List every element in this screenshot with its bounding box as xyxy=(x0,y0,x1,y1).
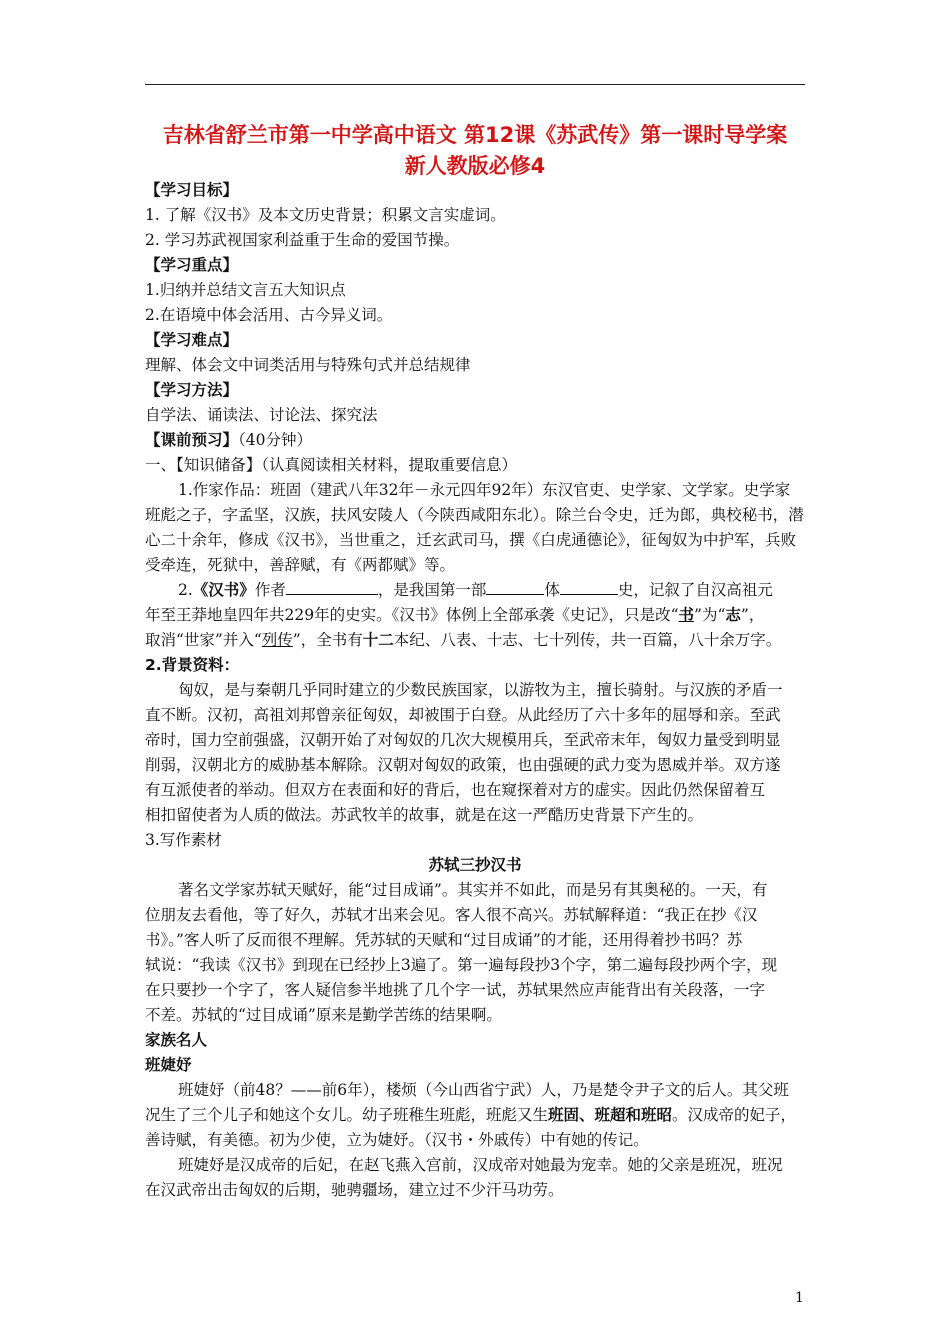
author-line-3: 心二十余年，修成《汉书》，当世重之，迁玄武司马，撰《白虎通德论》，征匈奴为中护军，兵败 xyxy=(145,531,797,549)
family-heading: 家族名人 xyxy=(145,1031,208,1049)
person-line-2-end: 。汉成帝的妃子， xyxy=(672,1106,797,1124)
author-line-1: 1.作家作品：班固（建武八年32年－永元四年92年）东汉官吏、史学家、文学家。史学家 xyxy=(178,481,791,499)
hanshu-line-1 xyxy=(178,578,846,602)
methods-text: 自学法、诵读法、讨论法、探究法 xyxy=(145,406,378,424)
hanshu-line-2-end: ”， xyxy=(740,606,765,624)
hanshu-book-title: 《汉书》 xyxy=(192,580,255,599)
key-point-2: 2.在语境中体会活用、古今异义词。 xyxy=(145,306,393,324)
hanshu-ti-label: 体 xyxy=(544,581,560,599)
person-line-2 xyxy=(145,1103,813,1127)
difficulties-text: 理解、体会文中词类活用与特殊句式并总结规律 xyxy=(145,356,471,374)
hanshu-line-3-mid: ”，全书有 xyxy=(292,631,363,649)
key-points-heading: 【学习重点】 xyxy=(145,256,239,274)
preview-duration: （40分钟） xyxy=(238,431,312,449)
zhi-term: 志 xyxy=(725,605,741,624)
goal-item-1: 1. 了解《汉书》及本文历史背景；积累文言实虚词。 xyxy=(145,206,506,224)
background-line-2: 直不断。汉初，高祖刘邦曾亲征匈奴，却被围于白登。从此经历了六十多年的屈辱和亲。至武 xyxy=(145,706,781,724)
hanshu-line-1-end: 史，记叙了自汉高祖元 xyxy=(617,581,773,599)
hanshu-line-3 xyxy=(145,628,813,652)
story-line-5: 在只要抄一个字了，客人疑信参半地挑了几个字一试，苏轼果然应声能背出有关段落，一字 xyxy=(145,981,766,999)
hanshu-author-label: 作者 xyxy=(254,581,286,599)
knowledge-section: 一、【知识储备】（认真阅读相关材料，提取重要信息） xyxy=(145,456,518,474)
person-line-1: 班婕妤（前48？——前6年），楼烦（今山西省宁武）人，乃是楚令尹子文的后人。其父班 xyxy=(178,1081,789,1099)
goal-item-2: 2. 学习苏武视国家利益重于生命的爱国节操。 xyxy=(145,231,460,249)
author-blank[interactable] xyxy=(286,580,378,595)
person-p2-line-1: 班婕妤是汉成帝的后妃，在赵飞燕入宫前，汉成帝对她最为宠幸。她的父亲是班况，班况 xyxy=(178,1156,783,1174)
liezhuan-term: 列传 xyxy=(261,631,293,649)
story-line-4: 轼说：“我读《汉书》到现在已经抄上3遍了。第一遍每段抄3个字，第二遍每段抄两个字，现 xyxy=(145,956,778,974)
doc-title-line2: 新人教版必修4 xyxy=(404,154,546,178)
difficulties-heading: 【学习难点】 xyxy=(145,331,239,349)
header-rule xyxy=(145,84,805,85)
preview-heading-line xyxy=(145,428,813,452)
background-line-5: 有互派使者的举动。但双方在表面和好的背后，也在窥探着对方的虚实。因此仍然保留着互 xyxy=(145,781,766,799)
story-title: 苏轼三抄汉书 xyxy=(428,856,522,874)
person-p2-line-2: 在汉武帝出击匈奴的后期，驰骋疆场，建立过不少汗马功劳。 xyxy=(145,1181,564,1199)
writing-heading: 3.写作素材 xyxy=(145,831,222,849)
methods-heading: 【学习方法】 xyxy=(145,381,239,399)
story-line-3: 书》。”客人听了反而很不理解。凭苏轼的天赋和“过目成诵”的才能，还用得着抄书吗？苏 xyxy=(145,931,743,949)
hanshu-line-2-text: 年至王莽地皇四年共229年的史实。《汉书》体例上全部承袭《史记》，只是改“ xyxy=(145,606,679,624)
doc-title-line1: 吉林省舒兰市第一中学高中语文 第12课《苏武传》第一课时导学案 xyxy=(162,123,788,147)
hanshu-number: 2. xyxy=(178,581,193,599)
history-type-blank[interactable] xyxy=(560,580,618,595)
author-line-4: 受牵连，死狱中，善辞赋，有《两都赋》等。 xyxy=(145,556,456,574)
ban-siblings: 班固、班超和班昭 xyxy=(548,1105,673,1124)
background-line-6: 相扣留使者为人质的做法。苏武牧羊的故事，就是在这一严酷历史背景下产生的。 xyxy=(145,806,704,824)
hanshu-line-2-mid: ”为“ xyxy=(694,606,726,624)
person-line-3: 善诗赋，有美德。初为少使，立为婕妤。（汉书・外戚传）中有她的传记。 xyxy=(145,1131,649,1149)
style-blank[interactable] xyxy=(486,580,544,595)
twelve-term: 十二 xyxy=(362,630,394,649)
background-heading: 2.背景资料： xyxy=(145,656,240,674)
goals-heading: 【学习目标】 xyxy=(145,181,239,199)
shu-term: 书 xyxy=(678,605,695,624)
key-point-1: 1.归纳并总结文言五大知识点 xyxy=(145,281,346,299)
preview-heading: 【课前预习】 xyxy=(145,431,239,449)
author-line-2: 班彪之子，字孟坚，汉族，扶风安陵人（今陕西咸阳东北）。除兰台令史，迁为郎，典校秘书，潜 xyxy=(145,506,804,524)
story-line-6: 不差。苏轼的“过目成诵”原来是勤学苦练的结果啊。 xyxy=(145,1006,502,1024)
person-line-2-text: 况生了三个儿子和她这个女儿。幼子班稚生班彪，班彪又生 xyxy=(145,1106,549,1124)
story-line-2: 位朋友去看他，等了好久，苏轼才出来会见。客人很不高兴。苏轼解释道：“我正在抄《汉 xyxy=(145,906,758,924)
story-line-1: 著名文学家苏轼天赋好，能“过目成诵”。其实并不如此，而是另有其奥秘的。一天，有 xyxy=(178,881,768,899)
background-line-4: 削弱，汉朝北方的威胁基本解除。汉朝对匈奴的政策，也由强硬的武力变为恩威并举。双方遂 xyxy=(145,756,781,774)
hanshu-line-3-start: 取消“世家”并入“ xyxy=(145,631,262,649)
background-line-1: 匈奴，是与秦朝几乎同时建立的少数民族国家，以游牧为主，擅长骑射。与汉族的矛盾一 xyxy=(178,681,783,699)
hanshu-line-2 xyxy=(145,603,813,627)
hanshu-first-label: ，是我国第一部 xyxy=(377,581,487,599)
page-number: 1 xyxy=(795,1290,804,1306)
background-line-3: 帝时，国力空前强盛，汉朝开始了对匈奴的几次大规模用兵，至武帝末年，匈奴力量受到明显 xyxy=(145,731,781,749)
person-name: 班婕妤 xyxy=(145,1056,192,1074)
hanshu-line-3-end: 本纪、八表、十志、七十列传，共一百篇，八十余万字。 xyxy=(393,631,782,649)
